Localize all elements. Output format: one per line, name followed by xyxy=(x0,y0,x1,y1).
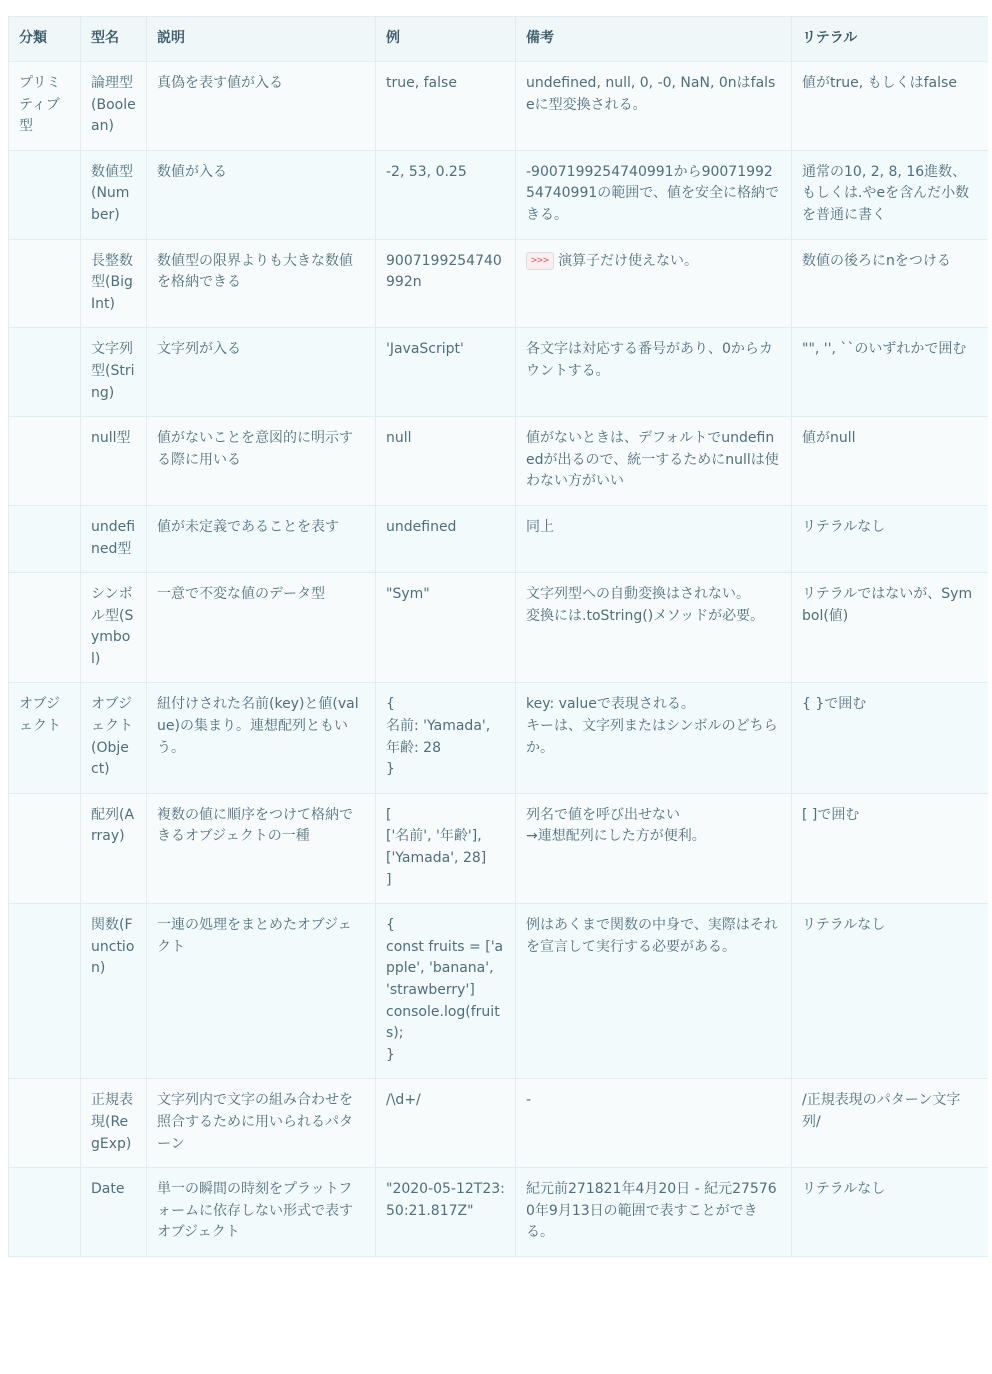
cell-description: 値が未定義であることを表す xyxy=(147,505,376,572)
example-line: 名前: 'Yamada', xyxy=(386,718,491,735)
cell-remark: 各文字は対応する番号があり、0からカウントする。 xyxy=(516,328,792,417)
example-line: -2, 53, 0.25 xyxy=(386,163,467,180)
cell-remark xyxy=(516,683,792,793)
cell-category xyxy=(9,1079,81,1168)
example-line: [ xyxy=(386,806,392,823)
cell-description: 数値型の限界よりも大きな数値を格納できる xyxy=(147,239,376,328)
remark-line: 文字列型への自動変換はされない。 xyxy=(526,586,750,603)
cell-category xyxy=(9,505,81,572)
remark-line: 列名で値を呼び出せない xyxy=(526,806,680,823)
table-row xyxy=(9,328,989,417)
example-line: "Sym" xyxy=(386,586,430,603)
cell-literal: リテラルなし xyxy=(792,505,989,572)
cell-literal: "", '', ``のいずれかで囲む xyxy=(792,328,989,417)
cell-literal: リテラルなし xyxy=(792,1168,989,1257)
header-type-name: 型名 xyxy=(81,17,147,62)
table-row xyxy=(9,683,989,793)
cell-category: オブジェクト xyxy=(9,683,81,793)
cell-literal: リテラルなし xyxy=(792,904,989,1079)
cell-remark: 値がないときは、デフォルトでundefinedが出るので、統一するためにnullは使わない方がいい xyxy=(516,417,792,506)
cell-example xyxy=(376,417,516,506)
cell-category: プリミティブ型 xyxy=(9,62,81,151)
example-line: /\d+/ xyxy=(386,1092,421,1109)
header-remark: 備考 xyxy=(516,17,792,62)
cell-category xyxy=(9,573,81,683)
cell-category xyxy=(9,793,81,903)
cell-description: 数値が入る xyxy=(147,150,376,239)
example-line: true, false xyxy=(386,75,457,91)
cell-category xyxy=(9,328,81,417)
example-line: { xyxy=(386,696,395,713)
cell-type-name: Date xyxy=(81,1168,147,1257)
table-row xyxy=(9,793,989,903)
table-body xyxy=(9,62,989,1257)
cell-remark: 紀元前271821年4月20日 - 紀元275760年9月13日の範囲で表すことができる。 xyxy=(516,1168,792,1257)
table-row xyxy=(9,417,989,506)
table-row xyxy=(9,239,989,328)
table-row xyxy=(9,904,989,1079)
cell-remark: undefined, null, 0, -0, NaN, 0nはfalseに型変換される。 xyxy=(516,62,792,151)
cell-description: 単一の瞬間の時刻をプラットフォームに依存しない形式で表すオブジェクト xyxy=(147,1168,376,1257)
remark-text: 演算子だけ使えない。 xyxy=(558,252,699,269)
cell-literal: /正規表現のパターン文字列/ xyxy=(792,1079,989,1168)
cell-description: 紐付けされた名前(key)と値(value)の集まり。連想配列ともいう。 xyxy=(147,683,376,793)
example-line: null xyxy=(386,430,412,447)
cell-remark: 例はあくまで関数の中身で、実際はそれを宣言して実行する必要がある。 xyxy=(516,904,792,1079)
inline-code-operator: >>> xyxy=(526,252,554,270)
cell-type-name: undefined型 xyxy=(81,505,147,572)
cell-example xyxy=(376,328,516,417)
cell-literal: 値がtrue, もしくはfalse xyxy=(792,62,989,151)
example-line: ] xyxy=(386,871,392,888)
cell-example xyxy=(376,150,516,239)
example-line: "2020-05-12T23:50:21.817Z" xyxy=(386,1181,505,1219)
cell-remark xyxy=(516,793,792,903)
example-line: } xyxy=(386,761,395,778)
cell-type-name: 数値型(Number) xyxy=(81,150,147,239)
remark-line: →連想配列にした方が便利。 xyxy=(526,828,706,845)
example-line: { xyxy=(386,917,395,934)
example-line: ['名前', '年齢'], xyxy=(386,828,482,845)
cell-type-name: 正規表現(RegExp) xyxy=(81,1079,147,1168)
cell-remark: -9007199254740991から9007199254740991の範囲で、値を安全に格納できる。 xyxy=(516,150,792,239)
cell-literal: 数値の後ろにnをつける xyxy=(792,239,989,328)
cell-type-name: 論理型(Boolean) xyxy=(81,62,147,151)
table-row xyxy=(9,1079,989,1168)
remark-line: 変換には.toString()メソッドが必要。 xyxy=(526,607,765,624)
table-row xyxy=(9,150,989,239)
cell-type-name: 文字列型(String) xyxy=(81,328,147,417)
table-header-row xyxy=(9,17,989,62)
cell-remark: - xyxy=(516,1079,792,1168)
cell-literal: 通常の10, 2, 8, 16進数、もしくは.やeを含んだ小数を普通に書く xyxy=(792,150,989,239)
cell-remark: 同上 xyxy=(516,505,792,572)
cell-type-name: null型 xyxy=(81,417,147,506)
header-literal: リテラル xyxy=(792,17,989,62)
cell-example xyxy=(376,904,516,1079)
cell-type-name: オブジェクト(Object) xyxy=(81,683,147,793)
cell-category xyxy=(9,904,81,1079)
cell-description: 複数の値に順序をつけて格納できるオブジェクトの一種 xyxy=(147,793,376,903)
table-row xyxy=(9,573,989,683)
example-line: 年齢: 28 xyxy=(386,739,441,756)
example-line: 9007199254740992n xyxy=(386,252,502,291)
cell-category xyxy=(9,150,81,239)
cell-example xyxy=(376,239,516,328)
data-types-table-container xyxy=(8,16,988,1374)
remark-line: キーは、文字列またはシンボルのどちらか。 xyxy=(526,718,778,756)
header-category: 分類 xyxy=(9,17,81,62)
data-types-table xyxy=(8,16,988,1257)
example-line: 'JavaScript' xyxy=(386,341,464,358)
example-line: undefined xyxy=(386,518,457,535)
cell-description: 値がないことを意図的に明示する際に用いる xyxy=(147,417,376,506)
example-line: const fruits = ['apple', 'banana', 'strawberry'] xyxy=(386,938,504,998)
cell-category xyxy=(9,1168,81,1257)
cell-type-name: シンボル型(Symbol) xyxy=(81,573,147,683)
cell-description: 真偽を表す値が入る xyxy=(147,62,376,151)
cell-example xyxy=(376,573,516,683)
example-line: } xyxy=(386,1046,395,1063)
cell-remark xyxy=(516,239,792,328)
cell-literal: [ ]で囲む xyxy=(792,793,989,903)
cell-description: 一連の処理をまとめたオブジェクト xyxy=(147,904,376,1079)
cell-literal: { }で囲む xyxy=(792,683,989,793)
cell-literal: 値がnull xyxy=(792,417,989,506)
cell-literal: リテラルではないが、Symbol(値) xyxy=(792,573,989,683)
example-line: ['Yamada', 28] xyxy=(386,850,487,867)
table-row xyxy=(9,505,989,572)
cell-category xyxy=(9,417,81,506)
cell-type-name: 長整数型(BigInt) xyxy=(81,239,147,328)
remark-line: key: valueで表現される。 xyxy=(526,696,695,713)
header-description: 説明 xyxy=(147,17,376,62)
cell-type-name: 配列(Array) xyxy=(81,793,147,903)
cell-type-name: 関数(Function) xyxy=(81,904,147,1079)
cell-example xyxy=(376,793,516,903)
cell-example xyxy=(376,1168,516,1257)
header-example: 例 xyxy=(376,17,516,62)
cell-example xyxy=(376,505,516,572)
cell-description: 文字列が入る xyxy=(147,328,376,417)
table-row xyxy=(9,1168,989,1257)
example-line: console.log(fruits); xyxy=(386,1003,500,1042)
cell-category xyxy=(9,239,81,328)
cell-description: 文字列内で文字の組み合わせを照合するために用いられるパターン xyxy=(147,1079,376,1168)
cell-remark xyxy=(516,573,792,683)
table-row xyxy=(9,62,989,151)
cell-description: 一意で不変な値のデータ型 xyxy=(147,573,376,683)
cell-example xyxy=(376,1079,516,1168)
cell-example xyxy=(376,62,516,151)
cell-example xyxy=(376,683,516,793)
